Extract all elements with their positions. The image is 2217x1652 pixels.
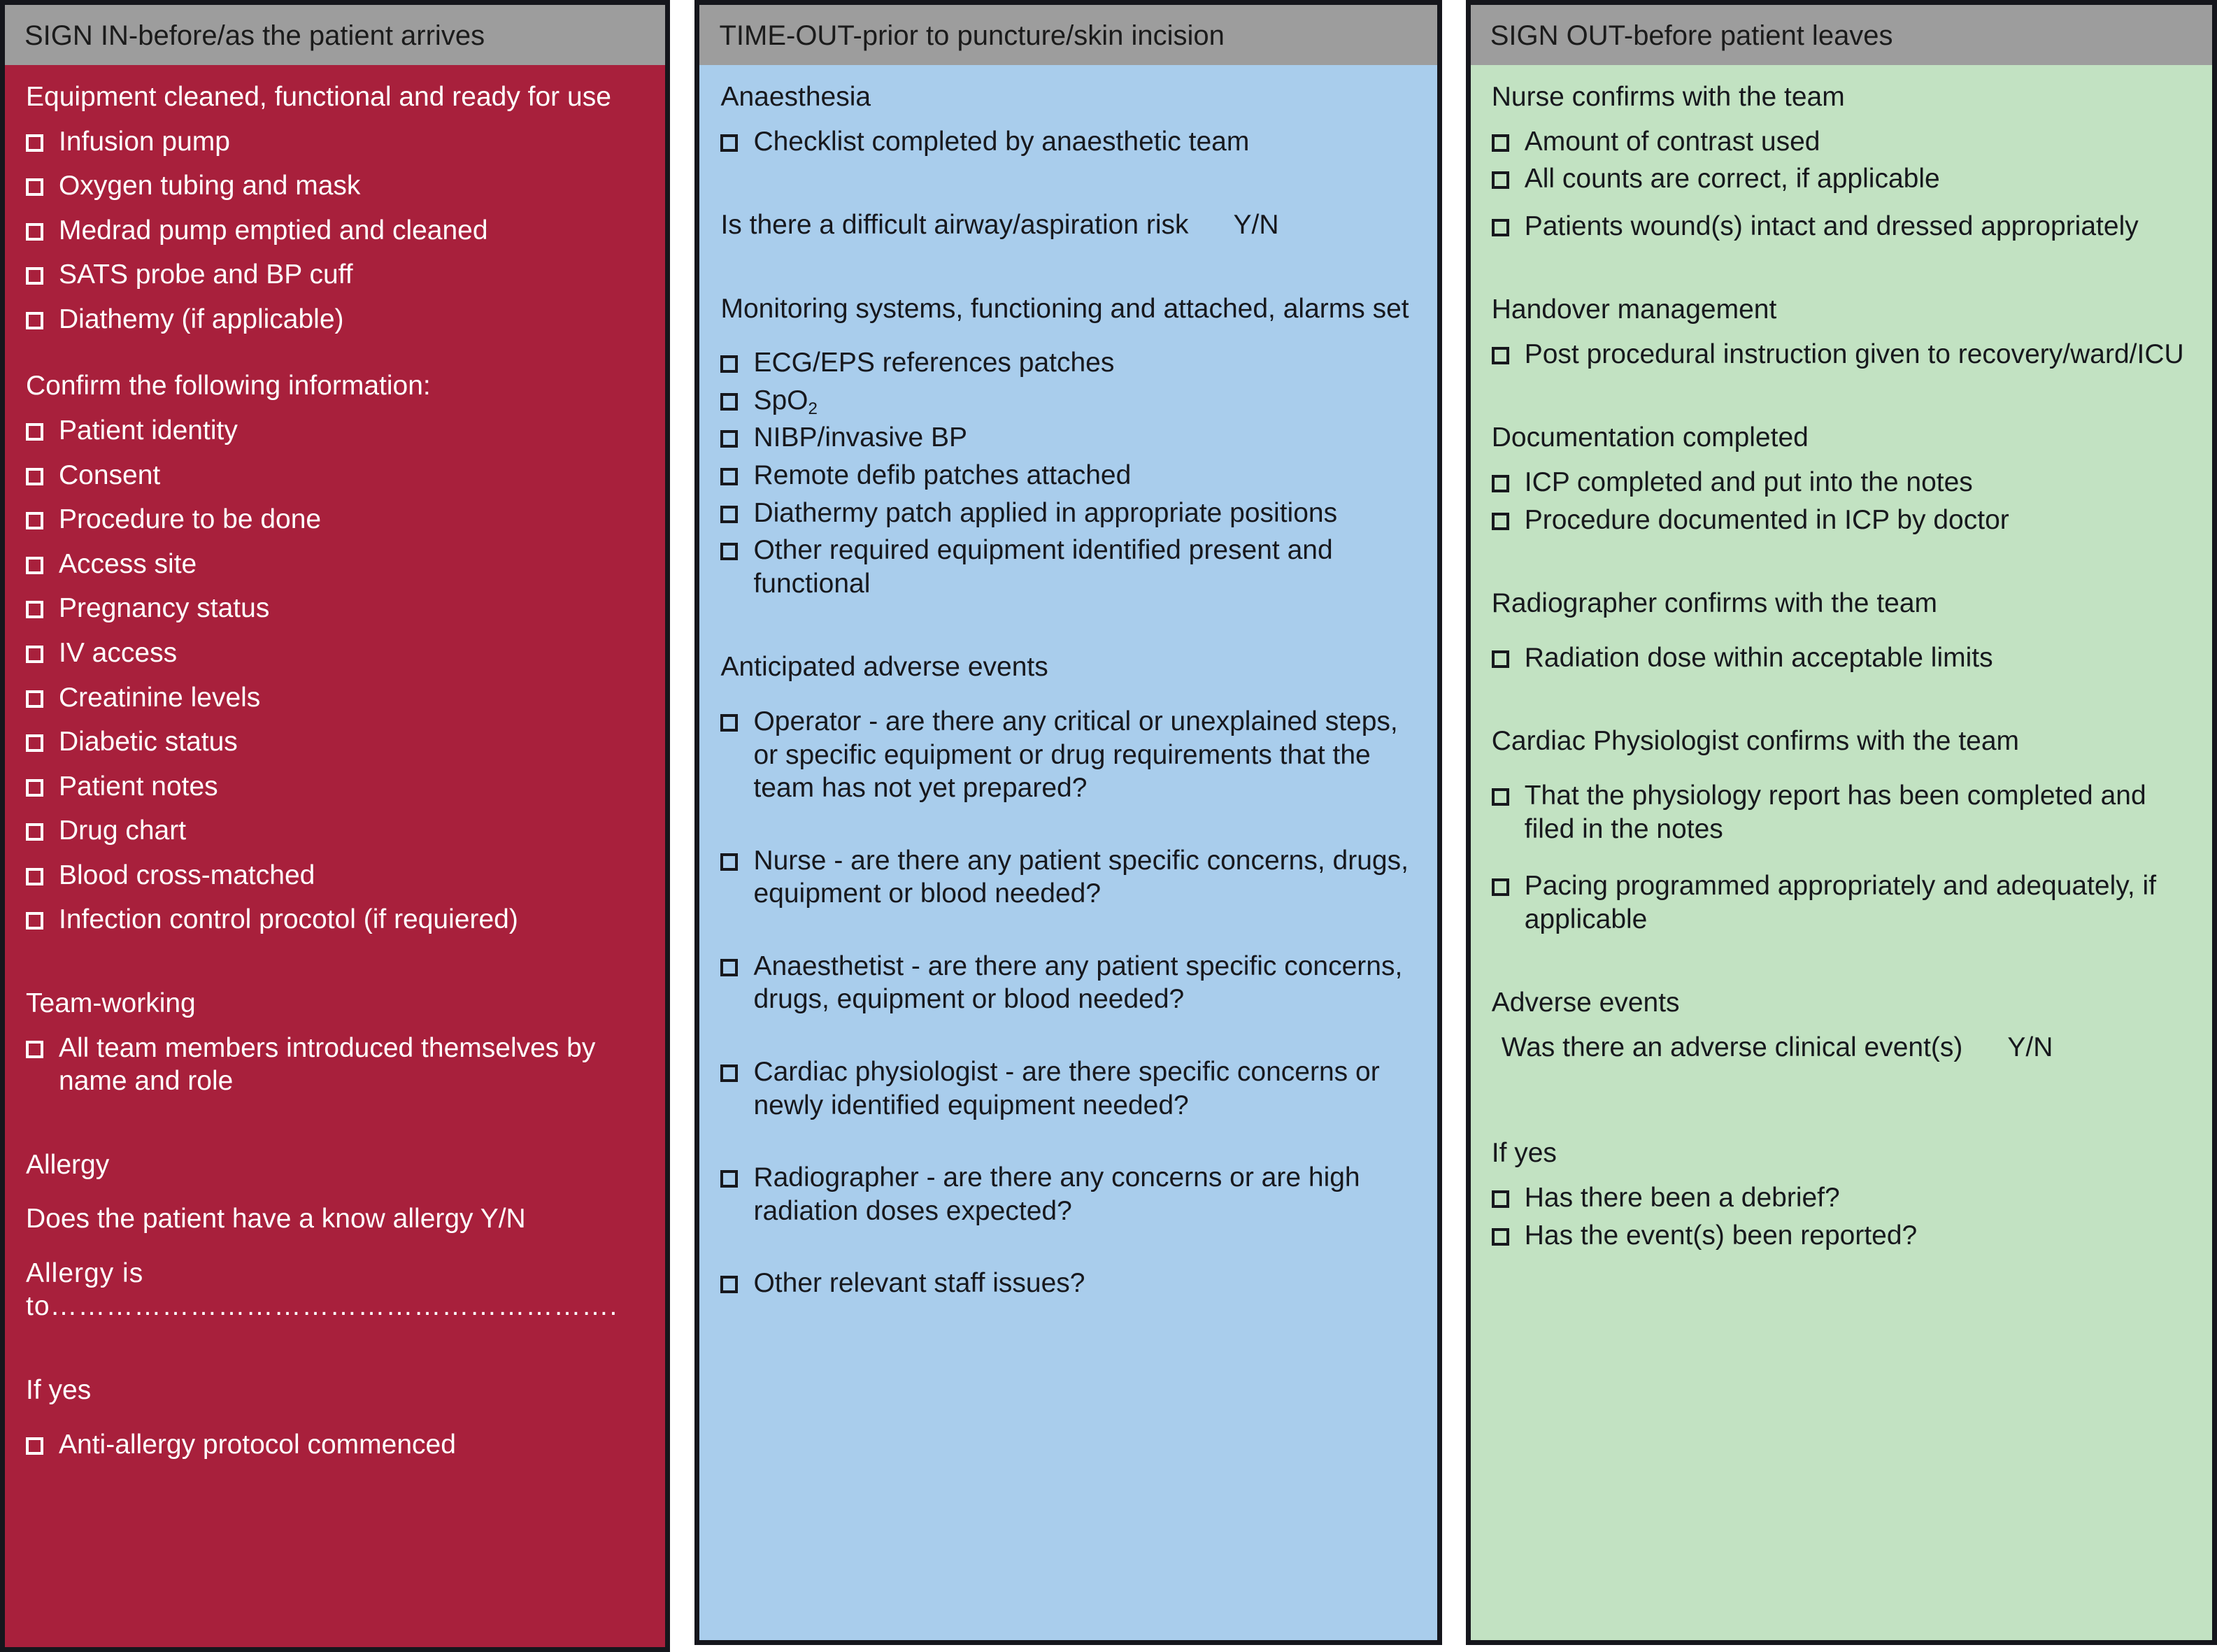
checklist-item-label: Remote defib patches attached xyxy=(753,460,1132,491)
checklist-item[interactable] xyxy=(20,169,650,203)
monitoring-checklist xyxy=(715,346,1421,600)
checklist-item-label: Consent xyxy=(59,460,161,490)
checklist-item-label: Patients wound(s) intact and dressed appropriately xyxy=(1524,211,2139,241)
checklist-item-label: Pregnancy status xyxy=(59,593,270,624)
sign-out-body xyxy=(1471,65,2212,1640)
anticipated-adverse-events-checklist xyxy=(715,705,1421,1300)
if-yes-checklist xyxy=(20,1428,650,1462)
sign-out-header: SIGN OUT-before patient leaves xyxy=(1471,5,2212,65)
checkbox-icon[interactable] xyxy=(26,868,43,885)
checkbox-icon[interactable] xyxy=(26,557,43,574)
checklist-item-label: Medrad pump emptied and cleaned xyxy=(59,215,488,245)
checklist-item-label: IV access xyxy=(59,637,178,668)
checklist-item[interactable] xyxy=(1486,869,2197,936)
checklist-item-label: Radiation dose within acceptable limits xyxy=(1524,642,1993,673)
checklist-item[interactable] xyxy=(715,534,1421,600)
adverse-events-heading: Adverse events xyxy=(1491,988,1680,1018)
checklist-item[interactable] xyxy=(715,421,1421,455)
checklist-item-label: Infection control procotol (if requiered) xyxy=(59,904,518,935)
checklist-item[interactable] xyxy=(20,725,650,759)
checkbox-icon[interactable] xyxy=(720,714,738,732)
sign-out-if-yes-heading: If yes xyxy=(1491,1138,1557,1169)
checklist-item-label: Creatinine levels xyxy=(59,682,261,713)
checklist-item[interactable] xyxy=(715,125,1421,159)
checklist-item[interactable] xyxy=(20,548,650,581)
checklist-item[interactable] xyxy=(1486,1181,2197,1215)
adverse-event-answer[interactable]: Y/N xyxy=(2007,1032,2053,1062)
checklist-item-label: Patient identity xyxy=(59,415,238,446)
checkbox-icon[interactable] xyxy=(720,430,738,448)
spo2-base: SpO xyxy=(753,385,808,415)
handover-heading: Handover management xyxy=(1491,294,1777,325)
time-out-body xyxy=(699,65,1437,1640)
checklist-item-label: Procedure to be done xyxy=(59,504,322,535)
checkbox-icon[interactable] xyxy=(720,853,738,871)
checklist-item[interactable] xyxy=(20,592,650,625)
checklist-item[interactable] xyxy=(20,214,650,248)
checklist-item-label: Post procedural instruction given to recovery/ward/ICU xyxy=(1524,339,2184,369)
checkbox-icon[interactable] xyxy=(720,134,738,152)
allergy-heading: Allergy xyxy=(26,1149,110,1180)
checkbox-icon[interactable] xyxy=(26,1041,43,1058)
checklist-item-label: Cardiac physiologist - are there specific concerns or newly identified equipment needed? xyxy=(753,1056,1380,1120)
checklist-item-label: Other relevant staff issues? xyxy=(753,1268,1085,1299)
checkbox-icon[interactable] xyxy=(720,393,738,411)
sign-out-if-yes-checklist xyxy=(1486,1181,2197,1252)
checkbox-icon[interactable] xyxy=(720,543,738,560)
nurse-confirms-heading: Nurse confirms with the team xyxy=(1491,82,1845,112)
checklist-item[interactable] xyxy=(1486,466,2197,499)
cardiac-physiologist-heading: Cardiac Physiologist confirms with the team xyxy=(1491,726,2020,757)
checkbox-icon[interactable] xyxy=(26,267,43,285)
sign-in-header: SIGN IN-before/as the patient arrives xyxy=(5,5,665,65)
anticipated-adverse-events-heading: Anticipated adverse events xyxy=(720,652,1048,683)
checkbox-icon[interactable] xyxy=(1492,513,1509,530)
checklist-item-label: Radiographer - are there any concerns or are high radiation doses expected? xyxy=(753,1162,1360,1226)
checklist-item-label: Nurse - are there any patient specific concerns, drugs, equipment or blood needed? xyxy=(753,845,1409,909)
documentation-checklist xyxy=(1486,466,2197,536)
checklist-item-label: SATS probe and BP cuff xyxy=(59,259,353,290)
team-working-checklist xyxy=(20,1032,650,1098)
checklist-item[interactable] xyxy=(20,503,650,536)
adverse-event-question: Was there an adverse clinical event(s) xyxy=(1501,1032,1963,1062)
checklist-item[interactable] xyxy=(1486,210,2197,243)
monitoring-heading: Monitoring systems, functioning and attached, alarms set xyxy=(720,293,1409,324)
documentation-heading: Documentation completed xyxy=(1491,422,1809,453)
time-out-header: TIME-OUT-prior to puncture/skin incision xyxy=(699,5,1437,65)
checklist-item-label: Checklist completed by anaesthetic team xyxy=(753,126,1250,157)
airway-risk-row xyxy=(715,208,1421,242)
checklist-item[interactable] xyxy=(715,1161,1421,1227)
spo2-subscript: 2 xyxy=(808,399,818,419)
anaesthesia-heading: Anaesthesia xyxy=(720,82,871,112)
checkbox-icon[interactable] xyxy=(1492,788,1509,806)
checklist-item[interactable] xyxy=(20,903,650,937)
checklist-item[interactable] xyxy=(20,636,650,670)
checklist-item[interactable] xyxy=(20,770,650,804)
checklist-item-label: Diathemy (if applicable) xyxy=(59,304,344,334)
checklist-item-label: All counts are correct, if applicable xyxy=(1524,164,1940,194)
checkbox-icon[interactable] xyxy=(26,178,43,196)
checklist-item[interactable] xyxy=(715,384,1421,418)
checklist-item-label: Diabetic status xyxy=(59,727,238,757)
radiographer-confirms-checklist xyxy=(1486,641,2197,675)
checklist-item[interactable] xyxy=(715,346,1421,380)
checklist-item-label: Oxygen tubing and mask xyxy=(59,171,361,201)
checkbox-icon[interactable] xyxy=(26,512,43,529)
checklist-item-label: Diathermy patch applied in appropriate positions xyxy=(753,497,1338,528)
checkbox-icon[interactable] xyxy=(720,1170,738,1188)
checklist-item[interactable] xyxy=(715,950,1421,1016)
checklist-item[interactable] xyxy=(715,844,1421,911)
checklist-item-label: ICP completed and put into the notes xyxy=(1524,467,1973,498)
checklist-item-label: Pacing programmed appropriately and adequately, if applicable xyxy=(1524,871,2157,934)
checkbox-icon[interactable] xyxy=(26,646,43,663)
equipment-checklist xyxy=(20,125,650,336)
checklist-item-label xyxy=(753,384,1421,418)
sign-in-body xyxy=(5,65,665,1647)
checklist-item[interactable] xyxy=(715,459,1421,492)
checkbox-icon[interactable] xyxy=(1492,1190,1509,1208)
checkbox-icon[interactable] xyxy=(26,134,43,152)
airway-risk-answer[interactable]: Y/N xyxy=(1233,210,1279,241)
checklist-item-label: Blood cross-matched xyxy=(59,860,315,890)
checklist-item[interactable] xyxy=(20,125,650,159)
checkbox-icon[interactable] xyxy=(26,601,43,618)
checklist-item[interactable] xyxy=(20,1032,650,1098)
equipment-heading: Equipment cleaned, functional and ready for use xyxy=(26,82,611,112)
checkbox-icon[interactable] xyxy=(26,468,43,485)
checklist-item[interactable] xyxy=(20,459,650,492)
checkbox-icon[interactable] xyxy=(26,912,43,930)
checkbox-icon[interactable] xyxy=(26,734,43,752)
checklist-item-label: Procedure documented in ICP by doctor xyxy=(1524,504,2009,535)
checkbox-icon[interactable] xyxy=(26,1437,43,1455)
checkbox-icon[interactable] xyxy=(1492,171,1509,189)
checklist-item[interactable] xyxy=(715,497,1421,530)
checkbox-icon[interactable] xyxy=(720,959,738,976)
checklist-item[interactable] xyxy=(20,681,650,715)
checkbox-icon[interactable] xyxy=(720,1064,738,1082)
checklist-item[interactable] xyxy=(20,414,650,448)
anaesthesia-checklist xyxy=(715,125,1421,159)
checklist-item-label: Has the event(s) been reported? xyxy=(1524,1220,1918,1251)
checklist-item-label: NIBP/invasive BP xyxy=(753,422,968,453)
checkbox-icon[interactable] xyxy=(26,423,43,441)
checklist-item-label: Anaesthetist - are there any patient specific concerns, drugs, equipment or blood needed? xyxy=(753,950,1403,1015)
checklist-item[interactable] xyxy=(1486,162,2197,196)
sign-in-column xyxy=(0,0,670,1652)
checkbox-icon[interactable] xyxy=(26,312,43,329)
checklist-item[interactable] xyxy=(20,814,650,848)
checklist-item[interactable] xyxy=(20,303,650,336)
checklist-item-label: Patient notes xyxy=(59,771,218,802)
adverse-event-row xyxy=(1486,1031,2197,1064)
cardiac-physiologist-checklist xyxy=(1486,779,2197,936)
checklist-item-label: Has there been a debrief? xyxy=(1524,1182,1840,1213)
if-yes-heading: If yes xyxy=(26,1375,92,1406)
checklist-item-label: Drug chart xyxy=(59,816,187,846)
confirm-heading: Confirm the following information: xyxy=(26,371,431,401)
checklist-item[interactable] xyxy=(1486,1219,2197,1253)
checklist-item[interactable] xyxy=(715,1055,1421,1122)
checklist-item[interactable] xyxy=(20,1428,650,1462)
checklist-item-label: Other required equipment identified present and functional xyxy=(753,535,1333,599)
checklist-item[interactable] xyxy=(20,859,650,892)
checkbox-icon[interactable] xyxy=(720,1276,738,1293)
checklist-item-label: Infusion pump xyxy=(59,126,230,157)
checklist-item-label: Amount of contrast used xyxy=(1524,126,1820,157)
checklist-item[interactable] xyxy=(715,1267,1421,1300)
checkbox-icon[interactable] xyxy=(1492,878,1509,896)
allergy-question: Does the patient have a know allergy Y/N xyxy=(26,1204,526,1234)
nurse-confirms-checklist xyxy=(1486,125,2197,243)
checkbox-icon[interactable] xyxy=(1492,650,1509,668)
checkbox-icon[interactable] xyxy=(1492,134,1509,152)
checkbox-icon[interactable] xyxy=(1492,219,1509,236)
checkbox-icon[interactable] xyxy=(1492,347,1509,364)
checkbox-icon[interactable] xyxy=(1492,1228,1509,1246)
checklist-item[interactable] xyxy=(20,258,650,292)
radiographer-confirms-heading: Radiographer confirms with the team xyxy=(1491,588,1938,619)
sign-out-column xyxy=(1466,0,2217,1645)
team-working-heading: Team-working xyxy=(26,988,196,1018)
checkbox-icon[interactable] xyxy=(720,506,738,523)
checkbox-icon[interactable] xyxy=(26,223,43,241)
checklist-item[interactable] xyxy=(1486,125,2197,159)
airway-risk-question: Is there a difficult airway/aspiration risk xyxy=(720,210,1189,241)
confirm-checklist xyxy=(20,414,650,937)
checklist-item-label: All team members introduced themselves by name and role xyxy=(59,1032,596,1097)
checkbox-icon[interactable] xyxy=(720,355,738,373)
handover-checklist xyxy=(1486,338,2197,371)
checklist-item[interactable] xyxy=(715,705,1421,805)
checklist-item-label: Anti-allergy protocol commenced xyxy=(59,1429,456,1460)
checkbox-icon[interactable] xyxy=(1492,475,1509,492)
time-out-column xyxy=(694,0,1441,1645)
checklist-item[interactable] xyxy=(1486,641,2197,675)
checklist-item[interactable] xyxy=(1486,338,2197,371)
checkbox-icon[interactable] xyxy=(26,823,43,841)
checklist-item-label: ECG/EPS references patches xyxy=(753,348,1115,378)
checklist-item-label: Access site xyxy=(59,548,197,579)
checkbox-icon[interactable] xyxy=(26,779,43,797)
checkbox-icon[interactable] xyxy=(720,468,738,485)
checklist-item[interactable] xyxy=(1486,779,2197,846)
checkbox-icon[interactable] xyxy=(26,690,43,708)
checklist-item-label: That the physiology report has been completed and filed in the notes xyxy=(1524,780,2146,844)
checklist-item-label: Operator - are there any critical or unexplained steps, or specific equipment or drug requirements that the team has not yet prepared? xyxy=(753,706,1398,804)
checklist-item[interactable] xyxy=(1486,504,2197,537)
allergy-is-to-field[interactable]: Allergy is to……………………………………………………. xyxy=(26,1258,618,1322)
